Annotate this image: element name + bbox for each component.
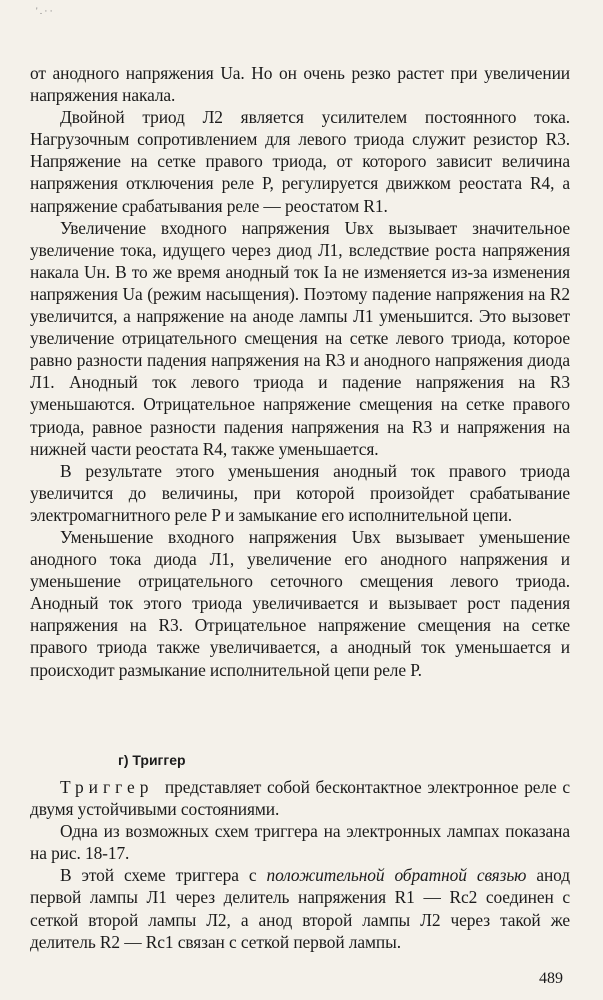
last-para-rest: анод первой лампы Л1 через делитель напряжения R1 — Rс2 соединен с сеткой второй лампы Л2, а анод второй лампы Л2 через такой же делитель R2 — Rс1 связан с сеткой первой лампы. <box>30 865 570 952</box>
edge-mark: ' . · · <box>36 6 53 16</box>
last-para-lead: В этой схеме триггера с <box>60 865 257 886</box>
text-block-bottom <box>30 776 570 953</box>
paragraph-5: Уменьшение входного напряжения Uвх вызывает уменьшение анодного тока диода Л1, увеличение его анодного напряжения и уменьшение отрицательного сеточного смещения левого триода. Анодный ток этого триода увеличивается и вызывает рост падения напряжения на R3. Отрицательное напряжение смещения на сетке правого триода также увеличивается, а анодный ток уменьшается и происходит размыкание исполнительной цепи реле Р. <box>30 526 570 680</box>
text-block-top <box>30 62 570 681</box>
last-para-italic: положительной обратной связью <box>266 865 527 886</box>
section-heading: г) Триггер <box>118 752 186 768</box>
paragraph-4: В результате этого уменьшения анодный ток правого триода увеличится до величины, при которой произойдет срабатывание электромагнитного реле Р и замыкание его исполнительной цепи. <box>30 460 570 525</box>
trigger-term: Триггер <box>60 777 154 797</box>
paragraph-3: Увеличение входного напряжения Uвх вызывает значительное увеличение тока, идущего через диод Л1, вследствие роста напряжения накала Uн. В то же время анодный ток Iа не изменяется из-за изменения напряжения Uа (режим насыщения). Поэтому падение напряжения на R2 увеличится, а напряжение на аноде лампы Л1 уменьшится. Это вызовет увеличение отрицательного смещения на сетке левого триода, которое равно разности падения напряжения на R3 и анодного напряжения диода Л1. Анодный ток левого триода и падение напряжения на R3 уменьшаются. Отрицательное напряжение смещения на сетке правого триода, равное разности падения напряжения на R3 и напряжения на нижней части реостата R4, также уменьшается. <box>30 217 570 459</box>
paragraph-figure-ref: Одна из возможных схем триггера на электронных лампах показана на рис. 18-17. <box>30 821 570 864</box>
trigger-definition: представляет собой бесконтактное электронное реле с двумя устойчивыми состояниями. <box>30 777 570 820</box>
paragraph-2: Двойной триод Л2 является усилителем постоянного тока. Нагрузочным сопротивлением для левого триода служит резистор R3. Напряжение на сетке правого триода, от которого зависит величина напряжения отключения реле Р, регулируется движком реостата R4, а напряжение срабатывания реле — реостатом R1. <box>30 107 570 216</box>
trigger-definition-paragraph <box>30 776 570 820</box>
page-number: 489 <box>539 970 563 987</box>
paragraph-1: от анодного напряжения Uа. Но он очень резко растет при увеличении напряжения накала. <box>30 63 570 106</box>
paragraph-last <box>30 864 570 952</box>
